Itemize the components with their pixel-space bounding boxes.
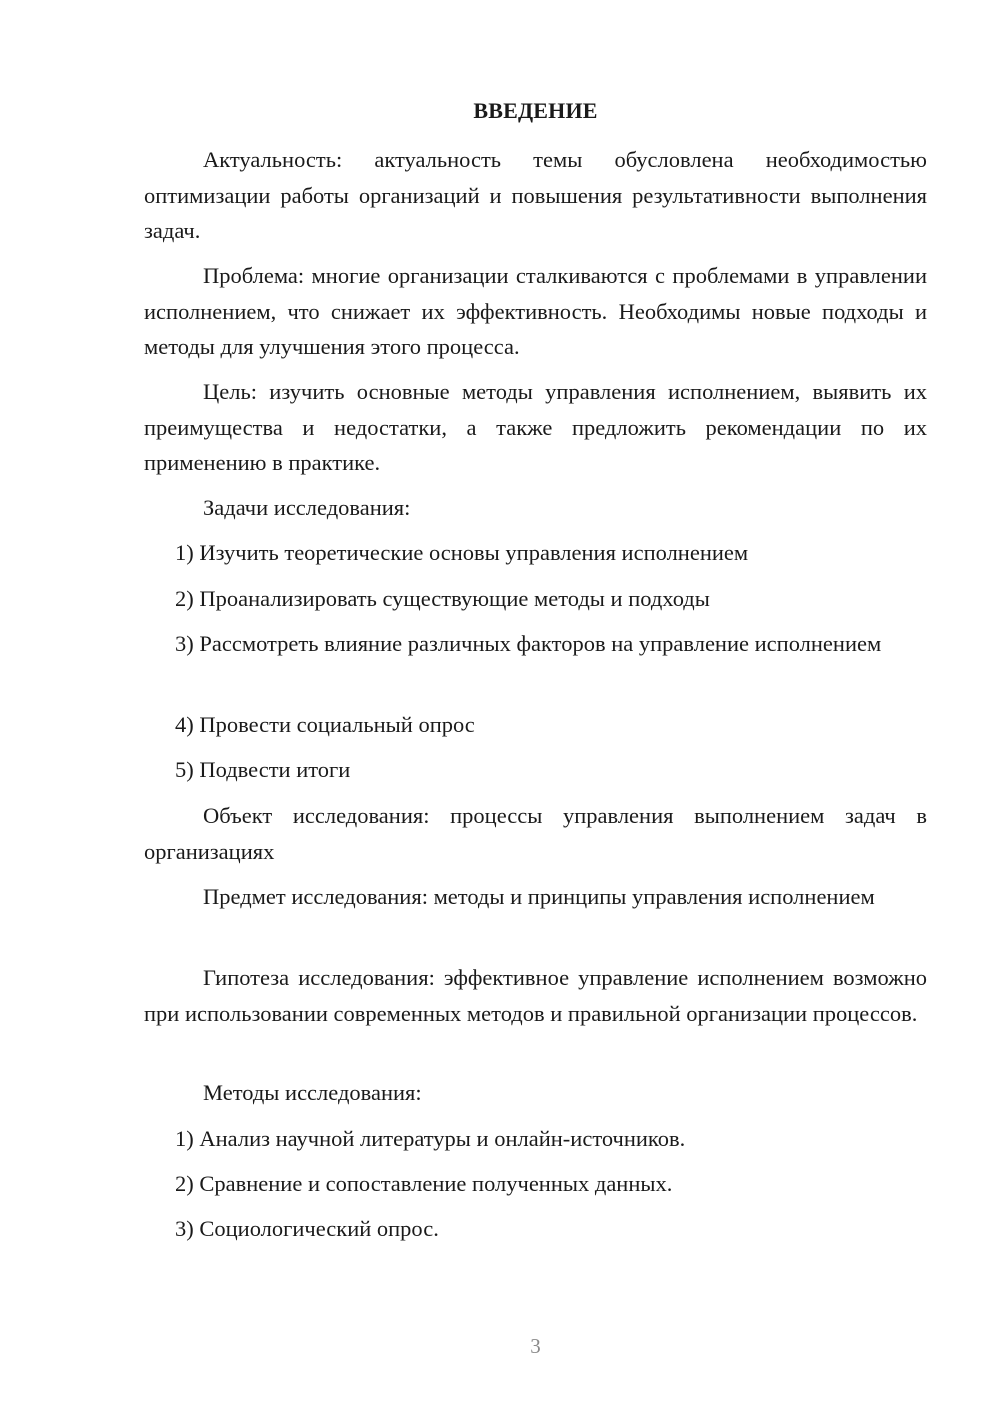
- task-item: 1) Изучить теоретические основы управления исполнением: [175, 540, 749, 565]
- method-item: 1) Анализ научной литературы и онлайн-источников.: [175, 1126, 686, 1151]
- goal-paragraph: Цель: изучить основные методы управления исполнением, выявить их преимущества и недостатки, а также предложить рекомендации по их применению в практике.: [144, 379, 927, 475]
- task-item: 4) Провести социальный опрос: [175, 712, 475, 737]
- object-paragraph: Объект исследования: процессы управления выполнением задач в организациях: [144, 803, 927, 864]
- method-item: 2) Сравнение и сопоставление полученных данных.: [175, 1171, 673, 1196]
- hypothesis-paragraph: Гипотеза исследования: эффективное управление исполнением возможно при использовании современных методов и правильной организации процессов.: [144, 965, 927, 1026]
- problem-paragraph: Проблема: многие организации сталкиваются с проблемами в управлении исполнением, что снижает их эффективность. Необходимы новые подходы и методы для улучшения этого процесса.: [144, 263, 927, 359]
- page-title: ВВЕДЕНИЕ: [473, 98, 598, 123]
- relevance-paragraph: Актуальность: актуальность темы обусловлена необходимостью оптимизации работы организаций и повышения результативности выполнения задач.: [144, 147, 927, 243]
- method-item: 3) Социологический опрос.: [175, 1216, 439, 1241]
- methods-heading: Методы исследования:: [203, 1080, 422, 1105]
- task-item: 5) Подвести итоги: [175, 757, 351, 782]
- task-item: 2) Проанализировать существующие методы и подходы: [175, 586, 710, 611]
- page-number: 3: [530, 1334, 541, 1358]
- tasks-heading: Задачи исследования:: [203, 495, 411, 520]
- task-item: 3) Рассмотреть влияние различных факторов на управление исполнением: [175, 631, 882, 656]
- subject-paragraph: Предмет исследования: методы и принципы управления исполнением: [203, 884, 875, 909]
